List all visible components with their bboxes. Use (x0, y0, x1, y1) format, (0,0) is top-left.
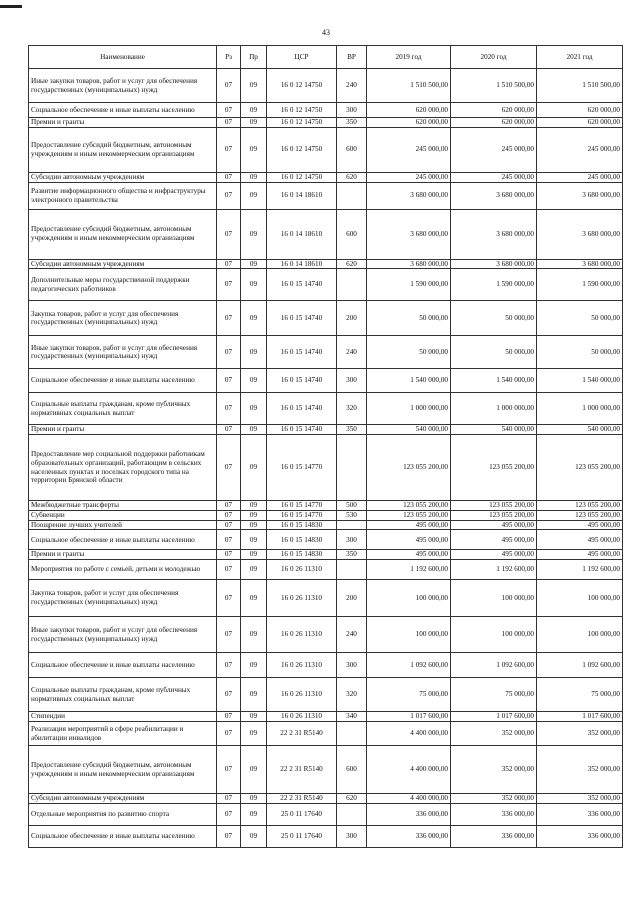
row-2020: 1 590 000,00 (451, 269, 537, 301)
row-2020: 540 000,00 (451, 425, 537, 435)
row-vr: 240 (337, 69, 367, 103)
row-csr: 16 0 15 14770 (267, 501, 337, 511)
row-rz: 07 (217, 435, 241, 501)
row-vr: 300 (337, 103, 367, 118)
row-2020: 245 000,00 (451, 172, 537, 182)
row-pr: 09 (241, 269, 267, 301)
table-row (29, 746, 623, 794)
row-vr: 200 (337, 580, 367, 617)
table-row (29, 510, 623, 520)
row-2020: 100 000,00 (451, 617, 537, 653)
table-row (29, 425, 623, 435)
row-2021: 100 000,00 (537, 617, 623, 653)
row-name: Премии и гранты (29, 425, 217, 435)
table-row (29, 722, 623, 746)
row-name: Премии и гранты (29, 550, 217, 560)
table-header-row (29, 46, 623, 69)
row-vr: 530 (337, 510, 367, 520)
row-2020: 495 000,00 (451, 520, 537, 530)
table-row (29, 560, 623, 580)
row-2021: 3 680 000,00 (537, 209, 623, 259)
table-row (29, 712, 623, 722)
row-2021: 1 540 000,00 (537, 369, 623, 393)
row-2021: 1 017 600,00 (537, 712, 623, 722)
row-vr: 300 (337, 653, 367, 678)
budget-table (28, 45, 623, 848)
row-2019: 3 680 000,00 (367, 182, 451, 209)
row-vr: 350 (337, 118, 367, 128)
row-name: Премии и гранты (29, 118, 217, 128)
table-row (29, 209, 623, 259)
row-2020: 123 055 200,00 (451, 510, 537, 520)
row-rz: 07 (217, 794, 241, 804)
row-2020: 75 000,00 (451, 678, 537, 712)
header-pr: Пр (241, 46, 267, 69)
row-vr: 350 (337, 425, 367, 435)
row-name: Мероприятия по работе с семьей, детьми и молодежью (29, 560, 217, 580)
row-name: Социальные выплаты гражданам, кроме публичных нормативных социальных выплат (29, 393, 217, 425)
table-body (29, 69, 623, 848)
row-name: Субсидии автономным учреждениям (29, 259, 217, 269)
row-pr: 09 (241, 127, 267, 172)
row-2020: 336 000,00 (451, 803, 537, 825)
row-vr: 500 (337, 501, 367, 511)
table-row (29, 393, 623, 425)
row-csr: 16 0 12 14750 (267, 127, 337, 172)
row-name: Отдельные мероприятия по развитию спорта (29, 803, 217, 825)
row-csr: 16 0 26 11310 (267, 678, 337, 712)
row-vr (337, 803, 367, 825)
row-2020: 50 000,00 (451, 301, 537, 336)
row-2019: 245 000,00 (367, 127, 451, 172)
row-vr (337, 182, 367, 209)
row-name: Социальное обеспечение и иные выплаты населению (29, 369, 217, 393)
row-vr: 350 (337, 550, 367, 560)
row-2021: 123 055 200,00 (537, 435, 623, 501)
row-pr: 09 (241, 550, 267, 560)
row-vr: 620 (337, 259, 367, 269)
row-2021: 1 192 600,00 (537, 560, 623, 580)
row-2019: 495 000,00 (367, 520, 451, 530)
row-pr: 09 (241, 393, 267, 425)
row-2019: 50 000,00 (367, 301, 451, 336)
row-2019: 123 055 200,00 (367, 435, 451, 501)
row-name: Социальные выплаты гражданам, кроме публичных нормативных социальных выплат (29, 678, 217, 712)
row-pr: 09 (241, 617, 267, 653)
row-2021: 540 000,00 (537, 425, 623, 435)
row-rz: 07 (217, 336, 241, 369)
table-row (29, 369, 623, 393)
row-name: Иные закупки товаров, работ и услуг для обеспечения государственных (муниципальных) нужд (29, 336, 217, 369)
row-2019: 245 000,00 (367, 172, 451, 182)
row-2020: 3 680 000,00 (451, 209, 537, 259)
row-rz: 07 (217, 501, 241, 511)
row-name: Субвенции (29, 510, 217, 520)
row-2020: 620 000,00 (451, 118, 537, 128)
row-2019: 3 680 000,00 (367, 259, 451, 269)
row-pr: 09 (241, 369, 267, 393)
row-vr: 240 (337, 617, 367, 653)
row-pr: 09 (241, 530, 267, 550)
row-vr: 200 (337, 301, 367, 336)
row-2020: 336 000,00 (451, 825, 537, 847)
row-csr: 16 0 15 14830 (267, 520, 337, 530)
row-2019: 540 000,00 (367, 425, 451, 435)
row-pr: 09 (241, 510, 267, 520)
row-csr: 22 2 31 R5140 (267, 722, 337, 746)
row-rz: 07 (217, 301, 241, 336)
row-name: Социальное обеспечение и иные выплаты населению (29, 653, 217, 678)
row-csr: 16 0 15 14770 (267, 510, 337, 520)
row-name: Предоставление субсидий бюджетным, автономным учреждениям и иным некоммерческим организациям (29, 127, 217, 172)
row-2020: 1 540 000,00 (451, 369, 537, 393)
row-rz: 07 (217, 127, 241, 172)
row-2020: 620 000,00 (451, 103, 537, 118)
row-rz: 07 (217, 678, 241, 712)
row-2020: 352 000,00 (451, 794, 537, 804)
row-rz: 07 (217, 722, 241, 746)
row-csr: 16 0 14 18610 (267, 259, 337, 269)
row-2020: 1 000 000,00 (451, 393, 537, 425)
row-rz: 07 (217, 825, 241, 847)
row-2019: 495 000,00 (367, 550, 451, 560)
row-rz: 07 (217, 617, 241, 653)
row-2019: 50 000,00 (367, 336, 451, 369)
row-rz: 07 (217, 520, 241, 530)
row-2019: 4 400 000,00 (367, 722, 451, 746)
row-name: Межбюджетные трансферты (29, 501, 217, 511)
row-pr: 09 (241, 259, 267, 269)
row-2020: 495 000,00 (451, 550, 537, 560)
row-name: Социальное обеспечение и иные выплаты населению (29, 103, 217, 118)
header-2021: 2021 год (537, 46, 623, 69)
row-csr: 16 0 14 18610 (267, 209, 337, 259)
header-rz: Рз (217, 46, 241, 69)
corner-mark (0, 5, 22, 8)
row-csr: 16 0 15 14740 (267, 301, 337, 336)
row-2021: 620 000,00 (537, 118, 623, 128)
row-csr: 16 0 26 11310 (267, 712, 337, 722)
row-name: Иные закупки товаров, работ и услуг для обеспечения государственных (муниципальных) нужд (29, 69, 217, 103)
row-vr (337, 520, 367, 530)
row-2019: 1 590 000,00 (367, 269, 451, 301)
row-vr: 320 (337, 678, 367, 712)
row-2021: 1 510 500,00 (537, 69, 623, 103)
page-number: 43 (322, 28, 330, 37)
table-row (29, 435, 623, 501)
row-vr (337, 722, 367, 746)
row-name: Предоставление мер социальной поддержки работникам образовательных организаций, работающим в сельских населенных пунктах и поселках городского типа на территории Брянской области (29, 435, 217, 501)
table-row (29, 653, 623, 678)
row-rz: 07 (217, 172, 241, 182)
row-2021: 1 092 600,00 (537, 653, 623, 678)
table-row (29, 550, 623, 560)
row-2021: 620 000,00 (537, 103, 623, 118)
row-2020: 123 055 200,00 (451, 435, 537, 501)
header-csr: ЦСР (267, 46, 337, 69)
row-pr: 09 (241, 103, 267, 118)
row-name: Стипендии (29, 712, 217, 722)
row-name: Субсидии автономным учреждениям (29, 794, 217, 804)
row-csr: 16 0 15 14740 (267, 393, 337, 425)
row-name: Развитие информационного общества и инфраструктуры электронного правительства (29, 182, 217, 209)
row-2020: 100 000,00 (451, 580, 537, 617)
row-2020: 1 192 600,00 (451, 560, 537, 580)
row-pr: 09 (241, 182, 267, 209)
row-csr: 16 0 26 11310 (267, 617, 337, 653)
row-pr: 09 (241, 118, 267, 128)
row-vr: 300 (337, 369, 367, 393)
row-name: Дополнительные меры государственной поддержки педагогических работников (29, 269, 217, 301)
row-2019: 100 000,00 (367, 617, 451, 653)
row-vr: 240 (337, 336, 367, 369)
row-2019: 495 000,00 (367, 530, 451, 550)
row-pr: 09 (241, 803, 267, 825)
row-2021: 352 000,00 (537, 794, 623, 804)
row-rz: 07 (217, 69, 241, 103)
row-2019: 336 000,00 (367, 803, 451, 825)
row-rz: 07 (217, 510, 241, 520)
row-vr: 600 (337, 127, 367, 172)
table-row (29, 530, 623, 550)
table-row (29, 580, 623, 617)
row-pr: 09 (241, 435, 267, 501)
row-csr: 16 0 14 18610 (267, 182, 337, 209)
row-rz: 07 (217, 803, 241, 825)
row-2020: 123 055 200,00 (451, 501, 537, 511)
row-2020: 3 680 000,00 (451, 259, 537, 269)
row-2019: 620 000,00 (367, 103, 451, 118)
row-pr: 09 (241, 172, 267, 182)
row-rz: 07 (217, 530, 241, 550)
row-2019: 123 055 200,00 (367, 510, 451, 520)
row-2021: 1 590 000,00 (537, 269, 623, 301)
header-2020: 2020 год (451, 46, 537, 69)
row-vr (337, 435, 367, 501)
table-row (29, 103, 623, 118)
row-rz: 07 (217, 746, 241, 794)
table-row (29, 127, 623, 172)
row-csr: 16 0 15 14740 (267, 425, 337, 435)
table-row (29, 617, 623, 653)
row-rz: 07 (217, 369, 241, 393)
row-2021: 352 000,00 (537, 746, 623, 794)
row-csr: 22 2 31 R5140 (267, 746, 337, 794)
row-pr: 09 (241, 712, 267, 722)
row-vr: 300 (337, 825, 367, 847)
table-row (29, 301, 623, 336)
row-pr: 09 (241, 69, 267, 103)
row-csr: 25 0 11 17640 (267, 825, 337, 847)
row-vr: 300 (337, 530, 367, 550)
row-csr: 22 2 31 R5140 (267, 794, 337, 804)
row-2021: 495 000,00 (537, 530, 623, 550)
row-rz: 07 (217, 118, 241, 128)
row-2020: 1 092 600,00 (451, 653, 537, 678)
row-vr (337, 269, 367, 301)
row-name: Иные закупки товаров, работ и услуг для обеспечения государственных (муниципальных) нужд (29, 617, 217, 653)
row-vr (337, 560, 367, 580)
table-row (29, 794, 623, 804)
row-pr: 09 (241, 425, 267, 435)
table-row (29, 803, 623, 825)
table-row (29, 825, 623, 847)
row-2021: 352 000,00 (537, 722, 623, 746)
row-2019: 620 000,00 (367, 118, 451, 128)
row-vr: 320 (337, 393, 367, 425)
row-csr: 16 0 15 14740 (267, 369, 337, 393)
row-2021: 1 000 000,00 (537, 393, 623, 425)
row-csr: 16 0 15 14770 (267, 435, 337, 501)
row-csr: 16 0 26 11310 (267, 653, 337, 678)
table-row (29, 520, 623, 530)
row-rz: 07 (217, 269, 241, 301)
row-rz: 07 (217, 425, 241, 435)
row-2019: 100 000,00 (367, 580, 451, 617)
row-2021: 495 000,00 (537, 550, 623, 560)
row-rz: 07 (217, 103, 241, 118)
row-2020: 352 000,00 (451, 722, 537, 746)
row-pr: 09 (241, 336, 267, 369)
row-2019: 1 192 600,00 (367, 560, 451, 580)
table-row (29, 69, 623, 103)
row-2020: 1 017 600,00 (451, 712, 537, 722)
row-csr: 16 0 12 14750 (267, 118, 337, 128)
row-name: Реализация мероприятий в сфере реабилитации и абилитации инвалидов (29, 722, 217, 746)
table-row (29, 501, 623, 511)
header-name: Наименование (29, 46, 217, 69)
row-pr: 09 (241, 825, 267, 847)
row-name: Субсидии автономным учреждениям (29, 172, 217, 182)
row-vr: 600 (337, 746, 367, 794)
table-row (29, 269, 623, 301)
row-2020: 3 680 000,00 (451, 182, 537, 209)
row-2019: 1 540 000,00 (367, 369, 451, 393)
row-name: Предоставление субсидий бюджетным, автономным учреждениям и иным некоммерческим организациям (29, 209, 217, 259)
row-2019: 3 680 000,00 (367, 209, 451, 259)
row-rz: 07 (217, 259, 241, 269)
row-2021: 336 000,00 (537, 803, 623, 825)
row-2019: 1 000 000,00 (367, 393, 451, 425)
row-2019: 4 400 000,00 (367, 794, 451, 804)
row-rz: 07 (217, 712, 241, 722)
row-csr: 16 0 12 14750 (267, 69, 337, 103)
row-2021: 3 680 000,00 (537, 182, 623, 209)
row-2021: 75 000,00 (537, 678, 623, 712)
row-vr: 620 (337, 172, 367, 182)
row-pr: 09 (241, 678, 267, 712)
row-2020: 50 000,00 (451, 336, 537, 369)
row-pr: 09 (241, 580, 267, 617)
row-2021: 495 000,00 (537, 520, 623, 530)
table-row (29, 259, 623, 269)
row-2021: 336 000,00 (537, 825, 623, 847)
row-pr: 09 (241, 209, 267, 259)
row-2019: 1 510 500,00 (367, 69, 451, 103)
table-row (29, 172, 623, 182)
row-2021: 245 000,00 (537, 127, 623, 172)
row-vr: 340 (337, 712, 367, 722)
header-2019: 2019 год (367, 46, 451, 69)
row-2021: 100 000,00 (537, 580, 623, 617)
row-2021: 50 000,00 (537, 336, 623, 369)
table-row (29, 678, 623, 712)
row-pr: 09 (241, 722, 267, 746)
row-csr: 16 0 15 14830 (267, 530, 337, 550)
row-pr: 09 (241, 560, 267, 580)
row-pr: 09 (241, 301, 267, 336)
row-csr: 16 0 26 11310 (267, 580, 337, 617)
row-pr: 09 (241, 501, 267, 511)
row-name: Предоставление субсидий бюджетным, автономным учреждениям и иным некоммерческим организациям (29, 746, 217, 794)
row-csr: 25 0 11 17640 (267, 803, 337, 825)
table-row (29, 118, 623, 128)
row-2019: 4 400 000,00 (367, 746, 451, 794)
row-pr: 09 (241, 794, 267, 804)
row-pr: 09 (241, 520, 267, 530)
row-2021: 123 055 200,00 (537, 501, 623, 511)
row-2020: 245 000,00 (451, 127, 537, 172)
row-csr: 16 0 15 14740 (267, 269, 337, 301)
row-rz: 07 (217, 653, 241, 678)
row-2019: 123 055 200,00 (367, 501, 451, 511)
row-2019: 336 000,00 (367, 825, 451, 847)
row-csr: 16 0 26 11310 (267, 560, 337, 580)
table-row (29, 336, 623, 369)
row-name: Закупка товаров, работ и услуг для обеспечения государственных (муниципальных) нужд (29, 580, 217, 617)
row-2021: 123 055 200,00 (537, 510, 623, 520)
row-2020: 1 510 500,00 (451, 69, 537, 103)
row-name: Поощрение лучших учителей (29, 520, 217, 530)
row-rz: 07 (217, 209, 241, 259)
row-pr: 09 (241, 746, 267, 794)
row-vr: 620 (337, 794, 367, 804)
table-row (29, 182, 623, 209)
header-vr: ВР (337, 46, 367, 69)
row-pr: 09 (241, 653, 267, 678)
row-rz: 07 (217, 580, 241, 617)
row-rz: 07 (217, 550, 241, 560)
row-csr: 16 0 15 14830 (267, 550, 337, 560)
row-name: Социальное обеспечение и иные выплаты населению (29, 530, 217, 550)
row-2021: 50 000,00 (537, 301, 623, 336)
row-2020: 495 000,00 (451, 530, 537, 550)
row-name: Социальное обеспечение и иные выплаты населению (29, 825, 217, 847)
row-rz: 07 (217, 560, 241, 580)
row-2019: 75 000,00 (367, 678, 451, 712)
row-csr: 16 0 12 14750 (267, 103, 337, 118)
row-2019: 1 017 600,00 (367, 712, 451, 722)
row-2020: 352 000,00 (451, 746, 537, 794)
row-csr: 16 0 12 14750 (267, 172, 337, 182)
row-2021: 245 000,00 (537, 172, 623, 182)
row-name: Закупка товаров, работ и услуг для обеспечения государственных (муниципальных) нужд (29, 301, 217, 336)
row-vr: 600 (337, 209, 367, 259)
row-2019: 1 092 600,00 (367, 653, 451, 678)
row-2021: 3 680 000,00 (537, 259, 623, 269)
row-rz: 07 (217, 393, 241, 425)
row-rz: 07 (217, 182, 241, 209)
row-csr: 16 0 15 14740 (267, 336, 337, 369)
